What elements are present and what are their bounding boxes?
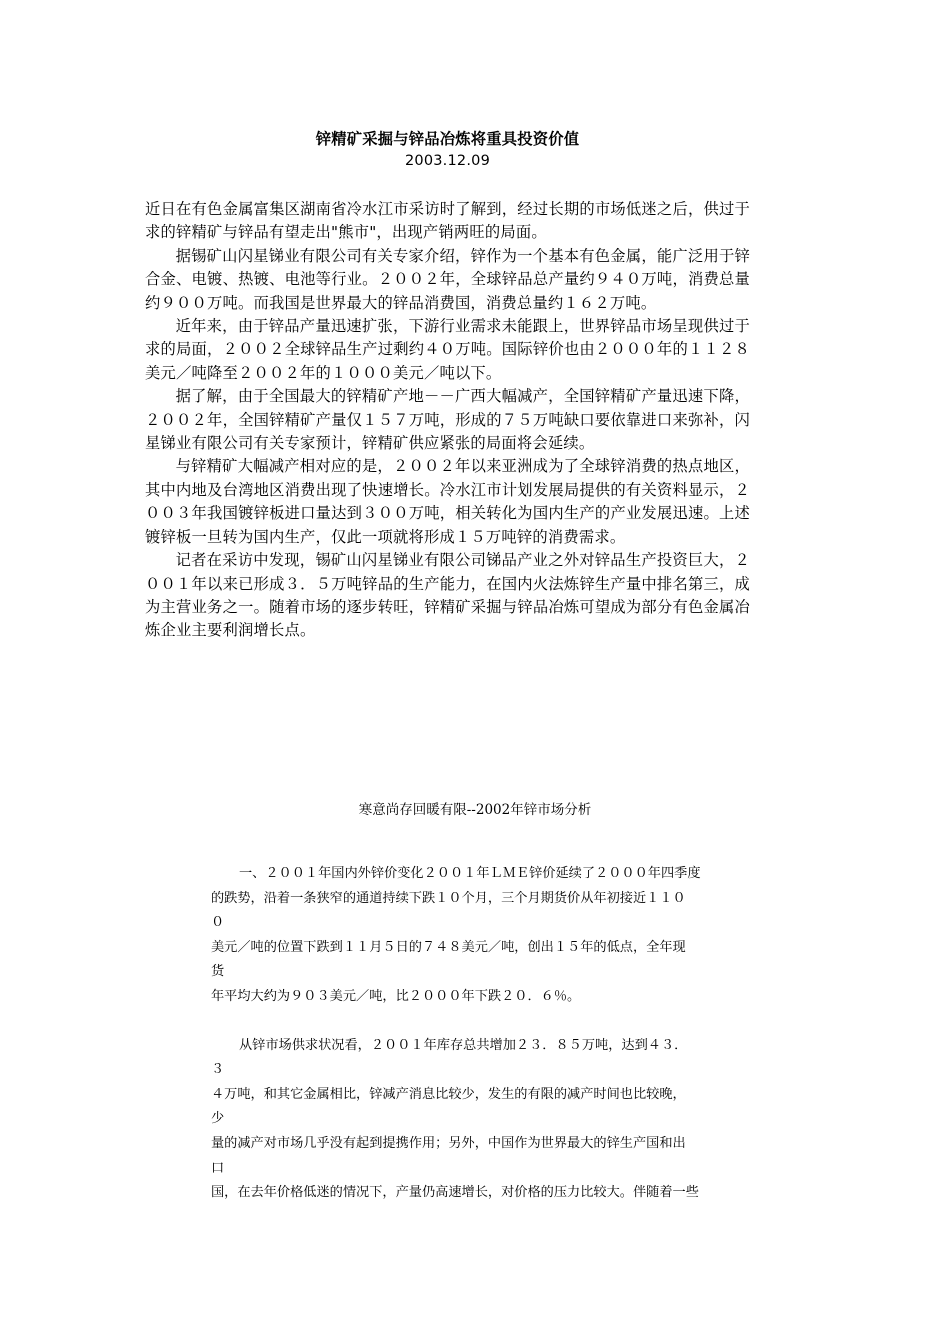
article-date: 2003.12.09: [404, 153, 491, 169]
text-line: 口: [211, 1160, 225, 1176]
text-line: 年平均大约为９０３美元／吨，比２０００年下跌２０．６％。: [211, 988, 581, 1004]
paragraph: 近年来，由于锌品产量迅速扩张，下游行业需求未能跟上，世界锌品市场呈现供过于求的局面，２００２全球锌品生产过剩约４０万吨。国际锌价也由２０００年的１１２８美元／吨降至２００２年的１０００美元／吨以下。: [145, 317, 750, 382]
text-line: ４万吨，和其它金属相比，锌减产消息比较少，发生的有限的减产时间也比较晚，: [211, 1086, 686, 1102]
text-line: ０: [211, 915, 225, 931]
paragraph: 与锌精矿大幅减产相对应的是，２００２年以来亚洲成为了全球锌消费的热点地区，其中内地及台湾地区消费出现了快速增长。冷水江市计划发展局提供的有关资料显示，２００３年我国镀锌板进口量达到３００万吨，相关转化为国内生产的产业发展迅速。上述镀锌板一旦转为国内生产，仅此一项就将形成１５万吨锌的消费需求。: [145, 457, 750, 546]
text-line: 从锌市场供求状况看，２００１年库存总共增加２３．８５万吨，达到４３．: [239, 1037, 688, 1053]
text-line: 货: [211, 964, 225, 980]
text-line: 美元／吨的位置下跌到１１月５日的７４８美元／吨，创出１５年的低点，全年现: [211, 939, 686, 955]
paragraph: 据了解，由于全国最大的锌精矿产地－－广西大幅减产，全国锌精矿产量迅速下降，２００２年，全国锌精矿产量仅１５７万吨，形成的７５万吨缺口要依靠进口来弥补，闪星锑业有限公司有关专家预计，锌精矿供应紧张的局面将会延续。: [145, 387, 750, 453]
article-zinc-market-analysis: [211, 862, 741, 1206]
article-zinc-investment: [145, 128, 750, 643]
text-line: 国，在去年价格低迷的情况下，产量仍高速增长，对价格的压力比较大。伴随着一些: [211, 1185, 699, 1201]
paragraph: 据锡矿山闪星锑业有限公司有关专家介绍，锌作为一个基本有色金属，能广泛用于锌合金、电镀、热镀、电池等行业。２００２年，全球锌品总产量约９４０万吨，消费总量约９００万吨。而我国是世界最大的锌品消费国，消费总量约１６２万吨。: [145, 246, 750, 312]
paragraph: 近日在有色金属富集区湖南省冷水江市采访时了解到，经过长期的市场低迷之后，供过于求的锌精矿与锌品有望走出"熊市"，出现产销两旺的局面。: [145, 200, 750, 242]
text-line: ３: [211, 1062, 225, 1078]
text-line: 一、２００１年国内外锌价变化２００１年ＬＭＥ锌价延续了２０００年四季度: [239, 866, 701, 881]
paragraph: 记者在采访中发现，锡矿山闪星锑业有限公司锑品产业之外对锌品生产投资巨大，２００１年以来已形成３．５万吨锌品的生产能力，在国内火法炼锌生产量中排名第三，成为主营业务之一。随着市场的逐步转旺，锌精矿采掘与锌品冶炼可望成为部分有色金属冶炼企业主要利润增长点。: [145, 551, 750, 640]
paragraph-gap: [211, 1010, 741, 1034]
text-line: 量的减产对市场几乎没有起到提携作用；另外，中国作为世界最大的锌生产国和出: [211, 1135, 686, 1151]
article-title: 锌精矿采掘与锌品冶炼将重具投资价值: [315, 130, 580, 148]
article-2-title: 寒意尚存回暖有限--2002年锌市场分析: [358, 802, 592, 818]
text-line: 少: [211, 1111, 225, 1127]
text-line: 的跌势，沿着一条狭窄的通道持续下跌１０个月，三个月期货价从年初接近１１０: [211, 890, 686, 906]
